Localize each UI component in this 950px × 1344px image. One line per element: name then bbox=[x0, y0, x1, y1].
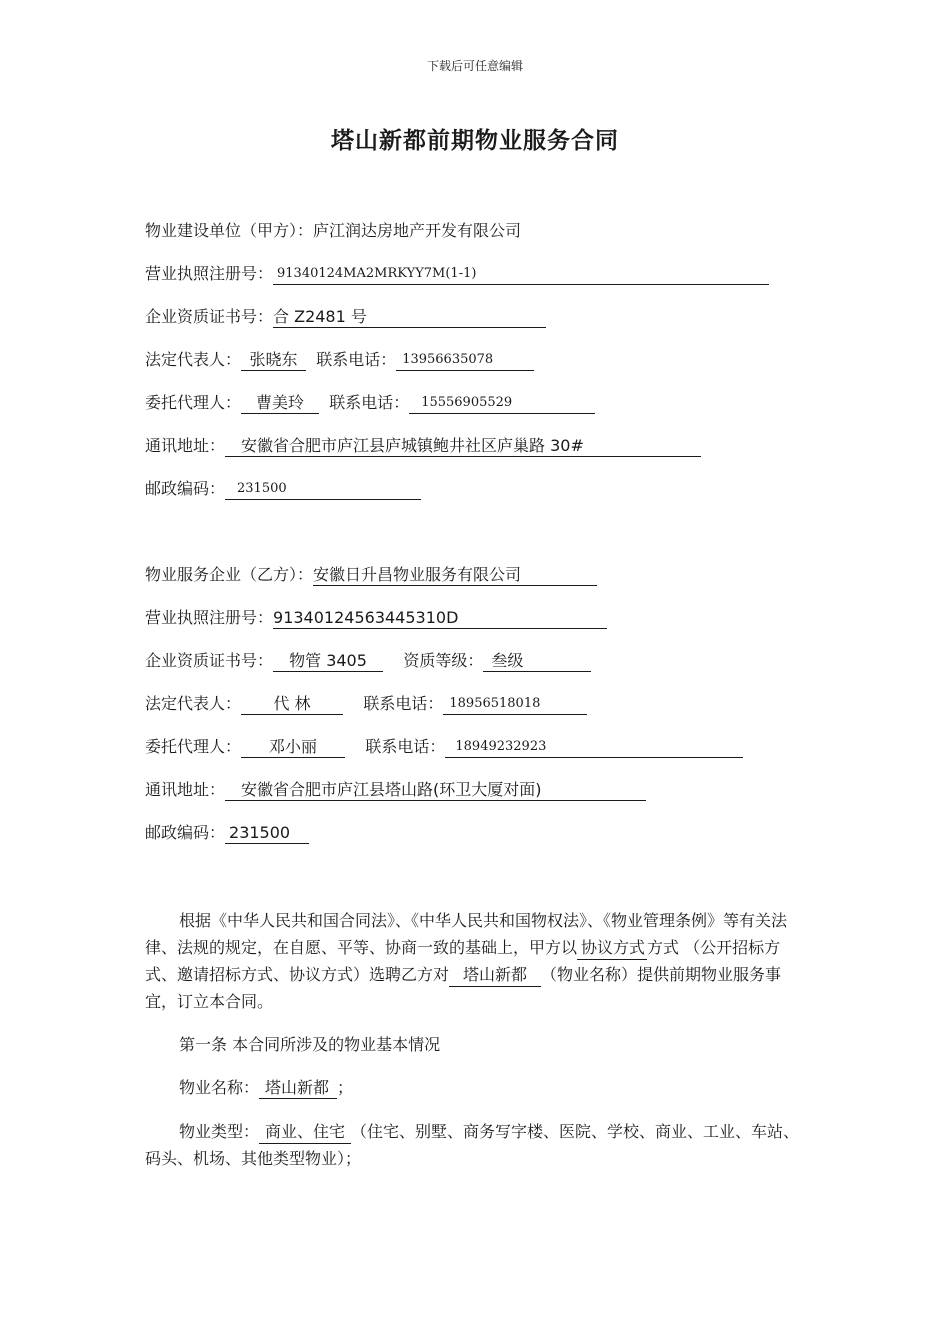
party-b-unit-value: 安徽日升昌物业服务有限公司 bbox=[313, 565, 597, 586]
article1-type-value: 商业、住宅 bbox=[259, 1121, 351, 1144]
party-a-unit-label: 物业建设单位（甲方）： bbox=[145, 221, 314, 240]
party-b-agent-phone-label: 联系电话： bbox=[365, 737, 446, 756]
party-a-license-value: 91340124MA2MRKYY7M(1-1) bbox=[273, 264, 769, 285]
party-b-agent-label: 委托代理人： bbox=[145, 737, 242, 756]
intro-part3: （物业名称）提供前期物业服务事宜，订立本合同。 bbox=[145, 965, 782, 1011]
party-a-unit-value: 庐江润达房地产开发有限公司 bbox=[313, 221, 522, 240]
party-b-unit-line bbox=[145, 564, 597, 586]
article1-heading: 第一条 本合同所涉及的物业基本情况 bbox=[179, 1035, 441, 1054]
header-note: 下载后可任意编辑 bbox=[426, 59, 523, 73]
party-a-postcode-value: 231500 bbox=[225, 479, 421, 500]
party-a-postcode-line bbox=[145, 478, 421, 500]
article1-name-line bbox=[179, 1077, 353, 1099]
intro-part1: 根据《中华人民共和国合同法》、《中华人民共和国物权法》、《物业管理条例》等有关法律、法规的规定，在自愿、平等、协商一致的基础上，甲方以 bbox=[145, 911, 788, 957]
party-a-license-label: 营业执照注册号： bbox=[145, 264, 274, 283]
party-b-agent-line bbox=[145, 736, 743, 758]
party-b-rep-line bbox=[145, 693, 587, 715]
party-a-unit-line bbox=[145, 220, 521, 242]
article1-name-label: 物业名称： bbox=[179, 1078, 260, 1097]
party-b-address-line bbox=[145, 779, 646, 801]
party-b-postcode-label: 邮政编码： bbox=[145, 823, 226, 842]
party-a-cert-label: 企业资质证书号： bbox=[145, 307, 274, 326]
party-a-cert-value: 合 Z2481 号 bbox=[273, 307, 546, 328]
party-a-cert-line bbox=[145, 306, 546, 328]
intro-property: 塔山新都 bbox=[449, 964, 541, 987]
party-b-rep-phone-label: 联系电话： bbox=[363, 694, 444, 713]
article1-name-end: ； bbox=[337, 1078, 354, 1097]
party-a-agent-phone-value: 15556905529 bbox=[409, 393, 595, 414]
party-b-license-line bbox=[145, 607, 607, 629]
article1-type-note: （住宅、别墅、商务写字楼、医院、学校、商业、工业、车站、码头、机场、其他类型物业）； bbox=[145, 1122, 800, 1168]
party-a-license-line bbox=[145, 263, 769, 285]
article1-type-label: 物业类型： bbox=[179, 1122, 260, 1141]
document-title: 塔山新都前期物业服务合同 bbox=[331, 127, 619, 154]
party-b-grade-value: 叁级 bbox=[483, 651, 591, 672]
party-a-agent-label: 委托代理人： bbox=[145, 393, 242, 412]
party-a-agent-line bbox=[145, 392, 595, 414]
party-b-agent-value: 邓小丽 bbox=[241, 737, 345, 758]
party-b-license-value: 91340124563445310D bbox=[273, 608, 607, 629]
party-b-license-label: 营业执照注册号： bbox=[145, 608, 274, 627]
party-b-rep-phone-value: 18956518018 bbox=[443, 694, 587, 715]
party-b-cert-value: 物管 3405 bbox=[273, 651, 383, 672]
party-a-address-value: 安徽省合肥市庐江县庐城镇鲍井社区庐巢路 30# bbox=[225, 436, 701, 457]
party-b-rep-label: 法定代表人： bbox=[145, 694, 242, 713]
party-b-cert-label: 企业资质证书号： bbox=[145, 651, 274, 670]
article1-name-value: 塔山新都 bbox=[259, 1078, 337, 1099]
party-a-rep-label: 法定代表人： bbox=[145, 350, 242, 369]
party-a-postcode-label: 邮政编码： bbox=[145, 479, 226, 498]
article1-type-paragraph bbox=[145, 1118, 805, 1172]
party-a-agent-value: 曹美玲 bbox=[241, 393, 319, 414]
party-b-postcode-line bbox=[145, 822, 309, 844]
party-a-rep-phone-label: 联系电话： bbox=[316, 350, 397, 369]
party-b-agent-phone-value: 18949232923 bbox=[445, 737, 743, 758]
intro-paragraph bbox=[145, 907, 805, 1015]
party-b-rep-value: 代 林 bbox=[241, 694, 343, 715]
party-a-address-line bbox=[145, 435, 701, 457]
party-b-unit-label: 物业服务企业（乙方）： bbox=[145, 565, 314, 584]
intro-method: 协议方式 bbox=[577, 937, 647, 960]
party-b-address-label: 通讯地址： bbox=[145, 780, 226, 799]
party-a-agent-phone-label: 联系电话： bbox=[329, 393, 410, 412]
party-b-cert-line bbox=[145, 650, 591, 672]
party-b-grade-label: 资质等级： bbox=[403, 651, 484, 670]
party-a-rep-phone-value: 13956635078 bbox=[396, 350, 534, 371]
party-b-address-value: 安徽省合肥市庐江县塔山路(环卫大厦对面) bbox=[225, 780, 646, 801]
party-a-address-label: 通讯地址： bbox=[145, 436, 226, 455]
party-b-postcode-value: 231500 bbox=[225, 823, 309, 844]
party-a-rep-line bbox=[145, 349, 534, 371]
party-a-rep-value: 张晓东 bbox=[241, 350, 306, 371]
intro-part2: 方式 （公开招标方式、邀请招标方式、协议方式）选聘乙方对 bbox=[145, 938, 781, 984]
